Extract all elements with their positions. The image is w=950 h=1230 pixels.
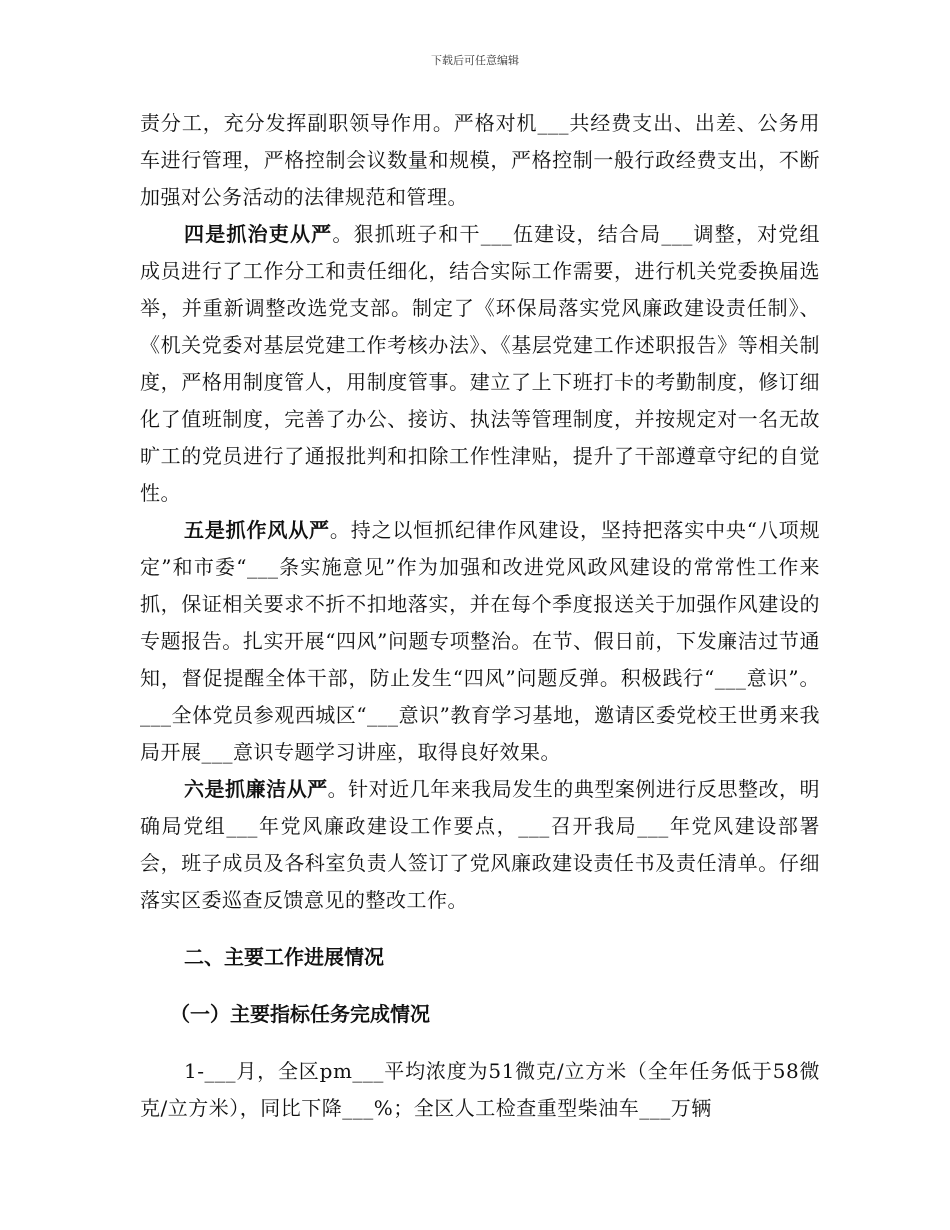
paragraph-style bbox=[140, 512, 820, 771]
paragraph-style-body: 。持之以恒抓纪律作风建设，坚持把落实中央“八项规定”和市委“___条实施意见”作为加强和改进党风政风建设的常常性工作来抓，保证相关要求不折不扣地落实，并在每个季度报送关于加强作风建设的专题报告。扎实开展“四风”问题专项整治。在节、假日前，下发廉洁过节通知，督促提醒全体干部，防止发生“四风”问题反弹。积极践行“___意识”。___全体党员参观西城区“___意识”教育学习基地，邀请区委党校王世勇来我局开展___意识专题学习讲座，取得良好效果。 bbox=[140, 518, 821, 764]
paragraph-style-lead: 五是抓作风从严 bbox=[184, 518, 330, 542]
paragraph-officials-body: 。狠抓班子和干___伍建设，结合局___调整，对党组成员进行了工作分工和责任细化，结合实际工作需要，进行机关党委换届选举，并重新调整改选党支部。制定了《环保局落实党风廉政建设责任制》、《机关党委对基层党建工作考核办法》、《基层党建工作述职报告》等相关制度，严格用制度管人，用制度管事。建立了上下班打卡的考勤制度，修订细化了值班制度，完善了办公、接访、执法等管理制度，并按规定对一名无故旷工的党员进行了通报批判和扣除工作性津贴，提升了干部遵章守纪的自觉性。 bbox=[140, 222, 820, 505]
subsection-heading: （一）主要指标任务完成情况 bbox=[170, 1002, 430, 1026]
paragraph-duties: 责分工，充分发挥副职领导作用。严格对机___共经费支出、出差、公务用车进行管理，严格控制会议数量和规模，严格控制一般行政经费支出，不断加强对公务活动的法律规范和管理。 bbox=[140, 111, 820, 209]
paragraph-officials-lead: 四是抓治吏从严 bbox=[184, 222, 333, 246]
paragraph-integrity bbox=[140, 771, 820, 919]
paragraph-officials bbox=[140, 216, 820, 512]
paragraph-indicators: 1-___月，全区pm___平均浓度为51微克/立方米（全年任务低于58微克/立方米），同比下降___%；全区人工检查重型柴油车___万辆 bbox=[140, 1059, 820, 1120]
paragraph-integrity-body: 。针对近几年来我局发生的典型案例进行反思整改，明确局党组___年党风廉政建设工作要点，___召开我局___年党风建设部署会，班子成员及各科室负责人签订了党风廉政建设责任书及责任清单。仔细落实区委巡查反馈意见的整改工作。 bbox=[140, 777, 821, 912]
document-body bbox=[140, 105, 820, 1127]
section-heading: 二、主要工作进展情况 bbox=[184, 945, 384, 969]
page-header: 下载后可任意编辑 bbox=[431, 54, 519, 67]
paragraph-integrity-lead: 六是抓廉洁从严 bbox=[184, 777, 328, 801]
